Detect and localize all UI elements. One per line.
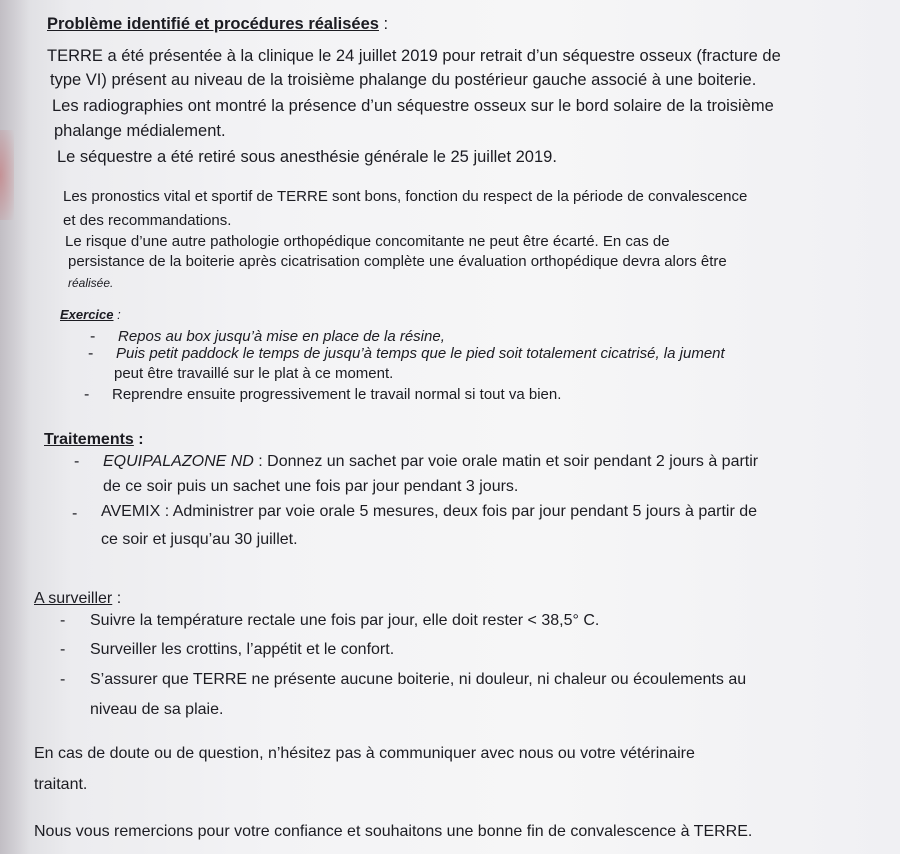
treatments-bullet-1: - [74, 453, 80, 470]
monitor-item-1: Suivre la température rectale une fois par jour, elle doit rester < 38,5° C. [90, 612, 600, 629]
monitor-bullet-2: - [60, 641, 66, 658]
intro-line-3: Les radiographies ont montré la présence d’un séquestre osseux sur le bord solaire de la troisième [52, 97, 774, 115]
exercise-item-1: Repos au box jusqu’à mise en place de la résine, [118, 328, 445, 345]
section-heading-monitor [34, 589, 121, 609]
section-heading-treatments [44, 430, 144, 450]
section-heading-exercise [60, 305, 121, 325]
exercise-bullet-2: - [88, 345, 94, 362]
exercise-item-2-line-1: Puis petit paddock le temps de jusqu’à temps que le pied soit totalement cicatrisé, la jument [116, 345, 725, 362]
monitor-bullet-1: - [60, 612, 66, 629]
treatment-item-2-line-1: AVEMIX : Administrer par voie orale 5 mesures, deux fois par jour pendant 5 jours à partir de [101, 503, 758, 520]
monitor-heading-colon: : [112, 590, 122, 607]
intro-line-5: Le séquestre a été retiré sous anesthésie générale le 25 juillet 2019. [57, 148, 557, 166]
treatment-name-equipalazone: EQUIPALAZONE ND [103, 453, 254, 470]
monitor-item-2: Surveiller les crottins, l’appétit et le confort. [90, 641, 395, 658]
prognosis-line-3: Le risque d’une autre pathologie orthopédique concomitante ne peut être écarté. En cas de [65, 233, 670, 250]
monitor-item-3-line-2: niveau de sa plaie. [90, 701, 224, 718]
monitor-item-3-line-1: S’assurer que TERRE ne présente aucune boiterie, ni douleur, ni chaleur ou écoulements au [90, 671, 747, 688]
treatment-item-2-line-2: ce soir et jusqu’au 30 juillet. [101, 531, 298, 548]
exercise-bullet-1: - [90, 328, 96, 345]
intro-line-4: phalange médialement. [54, 122, 226, 140]
exercise-item-3: Reprendre ensuite progressivement le travail normal si tout va bien. [112, 386, 562, 403]
page-edge-shadow [0, 0, 30, 854]
prognosis-line-5: réalisée. [68, 276, 114, 290]
intro-line-2: type VI) présent au niveau de la troisième phalange du postérieur gauche associé à une boiterie. [50, 71, 757, 89]
treatments-heading-colon: : [133, 431, 144, 448]
treatment-item-1-line-1 [103, 452, 758, 472]
page-edge-tint [0, 130, 14, 220]
closing-line-1: En cas de doute ou de question, n’hésitez pas à communiquer avec nous ou votre vétérinaire [34, 745, 695, 762]
closing-line-2: traitant. [34, 776, 88, 793]
prognosis-line-4: persistance de la boiterie après cicatrisation complète une évaluation orthopédique devra alors être [68, 253, 727, 270]
exercise-item-2-line-2: peut être travaillé sur le plat à ce moment. [114, 365, 394, 382]
exercise-heading-colon: : [113, 307, 121, 322]
treatment-item-1-line-2: de ce soir puis un sachet une fois par jour pendant 3 jours. [103, 478, 519, 495]
exercise-bullet-3: - [84, 386, 90, 403]
closing-line-3: Nous vous remercions pour votre confiance et souhaitons une bonne fin de convalescence à TERRE. [34, 823, 753, 840]
monitor-heading-text: A surveiller [34, 590, 113, 607]
treatments-heading-text: Traitements [44, 431, 134, 448]
section-heading-problem [47, 14, 388, 34]
treatment-item-1-text: : Donnez un sachet par voie orale matin et soir pendant 2 jours à partir [253, 453, 759, 470]
prognosis-line-2: et des recommandations. [63, 212, 232, 229]
intro-line-1: TERRE a été présentée à la clinique le 24 juillet 2019 pour retrait d’un séquestre osseux (fracture de [47, 47, 781, 65]
exercise-heading-text: Exercice [60, 307, 114, 322]
heading-text: Problème identifié et procédures réalisées [47, 15, 379, 33]
prognosis-line-1: Les pronostics vital et sportif de TERRE sont bons, fonction du respect de la période de convalescence [63, 188, 748, 205]
treatments-bullet-2: - [72, 505, 78, 522]
monitor-bullet-3: - [60, 671, 66, 688]
heading-colon: : [378, 15, 389, 33]
